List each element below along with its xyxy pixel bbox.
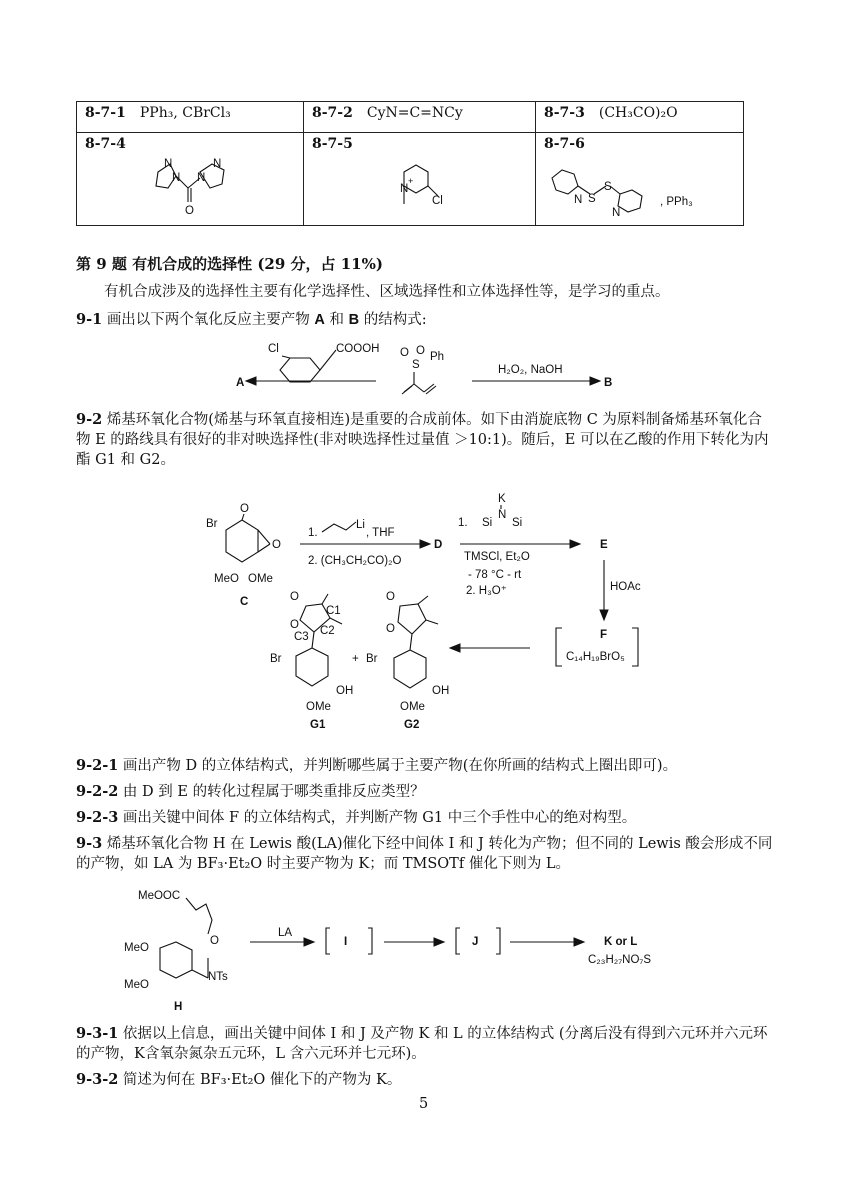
c-ome: OMe xyxy=(248,573,273,585)
question-label: 9-1 xyxy=(76,311,103,328)
cdi-n3: N xyxy=(197,172,206,184)
product-a-ref: A xyxy=(314,312,325,328)
question-line: 的产物，如 LA 为 BF₃·Et₂O 时主要产物为 K；而 TMSOTf 催化下则为 L。 xyxy=(76,856,571,872)
cell-label: 8-7-1 xyxy=(85,105,126,121)
g2-oh: OH xyxy=(432,685,450,697)
step1-li: Li xyxy=(356,519,365,531)
question-label: 9-3 xyxy=(76,835,103,852)
disulfide-s1: S xyxy=(588,193,596,205)
c-br: Br xyxy=(206,518,218,530)
cdi-structure xyxy=(156,158,224,217)
compound-e-label: E xyxy=(600,539,608,551)
hoac-label: HOAc xyxy=(610,581,641,593)
h-nts: NTs xyxy=(208,971,228,983)
product-a-label: A xyxy=(236,377,245,389)
products-kl-label: K or L xyxy=(604,936,638,948)
cell-label: 8-7-5 xyxy=(312,136,353,152)
h-meo2: MeO xyxy=(124,979,149,991)
step2-label: 1. xyxy=(458,517,468,529)
cdi-n4: N xyxy=(213,158,222,170)
g1-c1: C1 xyxy=(326,605,341,617)
reagent-b: H₂O₂, NaOH xyxy=(498,364,563,376)
question-9-2-1 xyxy=(76,756,677,776)
g2-br: Br xyxy=(366,653,378,665)
pyridinium-charge: + xyxy=(408,176,414,186)
compound-c-label: C xyxy=(240,596,249,608)
question-9-3-1 xyxy=(76,1024,768,1064)
cdi-o: O xyxy=(185,205,194,217)
h-epoxide-o: O xyxy=(210,935,219,947)
compound-d-label: D xyxy=(434,539,443,551)
question-line: 烯基环氧化合物(烯基与环氧直接相连)是重要的合成前体。如下由消旋底物 C 为原料制备烯基环氧化合 xyxy=(106,412,762,428)
cell-label: 8-7-3 xyxy=(544,105,585,121)
reagent-text: PPh₃, CBrCl₃ xyxy=(139,105,231,121)
question-line: 物 E 的路线具有很好的非对映选择性(非对映选择性过量值 ＞10:1)。随后，E 可以在乙酸的作用下转化为内 xyxy=(76,432,769,448)
g1-carbonyl-o: O xyxy=(290,591,299,603)
scheme-9-2 xyxy=(206,493,641,731)
cell-label: 8-7-6 xyxy=(544,136,585,152)
question-text-mid: 和 xyxy=(329,312,345,328)
question-text: 画出关键中间体 F 的立体结构式，并判断产物 G1 中三个手性中心的绝对构型。 xyxy=(122,810,637,826)
sulfone-o1: O xyxy=(400,347,409,359)
question-9-3 xyxy=(76,834,772,874)
disulfide-n2: N xyxy=(612,207,621,219)
sulfone-ph: Ph xyxy=(430,351,445,363)
intermediate-j-label: J xyxy=(472,936,479,948)
question-line: 酯 G1 和 G2。 xyxy=(76,452,175,468)
sulfone-s: S xyxy=(412,359,420,371)
question-label: 9-2-2 xyxy=(76,783,119,800)
cdi-n2: N xyxy=(172,172,181,184)
reagent-text: CyN=C=NCy xyxy=(366,105,463,121)
c-meo: MeO xyxy=(214,573,239,585)
dipyridyl-disulfide-structure xyxy=(552,170,693,219)
scheme-9-1 xyxy=(236,343,612,394)
section-intro: 有机合成涉及的选择性主要有化学选择性、区域选择性和立体选择性等，是学习的重点。 xyxy=(104,284,670,300)
question-9-2-2 xyxy=(76,782,425,802)
g2-label: G2 xyxy=(404,719,420,731)
question-text: 画出产物 D 的立体结构式，并判断哪些属于主要产物(在你所画的结构式上圈出即可)。 xyxy=(122,758,678,774)
step1-anhydride: 2. (CH₃CH₂CO)₂O xyxy=(308,555,402,567)
question-line: 的产物，K含氧杂氮杂五元环，L 含六元环并七元环)。 xyxy=(76,1046,426,1062)
question-label: 9-2-3 xyxy=(76,809,119,826)
step2-temp: - 78 °C - rt xyxy=(468,569,522,581)
question-line: 烯基环氧化合物 H 在 Lewis 酸(LA)催化下经中间体 I 和 J 转化为产物；但不同的 Lewis 酸会形成不同 xyxy=(106,836,773,852)
mcpba-cooooh: COOOH xyxy=(336,343,380,355)
question-label: 9-3-2 xyxy=(76,1071,119,1088)
h-meo1: MeO xyxy=(124,942,149,954)
question-text: 由 D 到 E 的转化过程属于哪类重排反应类型？ xyxy=(122,784,425,800)
khmds-si1: Si xyxy=(482,517,493,529)
f-formula: C₁₄H₁₉BrO₅ xyxy=(566,651,625,663)
khmds-n: N xyxy=(498,509,507,521)
step1-label: 1. xyxy=(308,527,318,539)
question-label: 9-3-1 xyxy=(76,1025,119,1042)
compound-f-label: F xyxy=(600,629,608,641)
mcpba-cl: Cl xyxy=(268,343,279,355)
g2-ome: OMe xyxy=(400,701,425,713)
page-number: 5 xyxy=(419,1096,429,1112)
question-9-2 xyxy=(76,410,768,470)
h-meooc: MeOOC xyxy=(138,890,181,902)
question-9-3-2 xyxy=(76,1070,401,1090)
g2-carbonyl-o: O xyxy=(386,591,395,603)
la-label: LA xyxy=(278,927,293,939)
disulfide-s2: S xyxy=(604,181,612,193)
section-title: 第 9 题 有机合成的选择性 (29 分，占 11%) xyxy=(76,255,383,273)
c-keto-o: O xyxy=(240,503,249,515)
pyridinium-structure xyxy=(400,165,443,207)
step2-h3o: 2. H₃O⁺ xyxy=(466,585,507,597)
g1-oh: OH xyxy=(336,685,354,697)
cell-label: 8-7-2 xyxy=(312,105,353,121)
sulfone-o2: O xyxy=(416,345,425,357)
product-b-label: B xyxy=(604,377,613,389)
question-label: 9-2 xyxy=(76,411,103,428)
g1-c3: C3 xyxy=(294,631,309,643)
khmds-si2: Si xyxy=(512,517,523,529)
question-line: 依据以上信息，画出关键中间体 I 和 J 及产物 K 和 L 的立体结构式 (分离后没有得到六元环并六元环 xyxy=(122,1026,768,1042)
question-9-2-3 xyxy=(76,808,636,828)
c-epox-o: O xyxy=(272,539,281,551)
question-text-end: 的结构式: xyxy=(363,312,427,328)
pyridinium-n: N xyxy=(400,183,409,195)
kl-formula: C₂₃H₂₇NO₇S xyxy=(588,954,652,966)
g1-label: G1 xyxy=(310,719,326,731)
question-text: 画出以下两个氧化反应主要产物 xyxy=(106,312,310,328)
intermediate-i-label: I xyxy=(344,936,348,948)
disulfide-n1: N xyxy=(574,194,583,206)
scheme-9-3 xyxy=(124,890,651,1013)
g1-ring-o: O xyxy=(290,619,299,631)
g1-ome: OMe xyxy=(306,701,331,713)
plus-sign: + xyxy=(352,653,359,665)
cell-label: 8-7-4 xyxy=(85,136,126,152)
question-text: 简述为何在 BF₃·Et₂O 催化下的产物为 K。 xyxy=(122,1072,402,1088)
question-label: 9-2-1 xyxy=(76,757,119,774)
disulfide-pph3: , PPh₃ xyxy=(660,196,693,208)
reagent-text: (CH₃CO)₂O xyxy=(598,105,678,121)
compound-h-label: H xyxy=(174,1001,183,1013)
khmds-k: K xyxy=(498,493,506,505)
step2-tmscl: TMSCl, Et₂O xyxy=(464,551,530,563)
g1-br: Br xyxy=(270,653,282,665)
product-b-ref: B xyxy=(348,312,360,328)
step1-thf: , THF xyxy=(366,527,395,539)
pyridinium-cl: Cl xyxy=(432,195,443,207)
cdi-n1: N xyxy=(164,158,173,170)
g2-ring-o: O xyxy=(386,623,395,635)
question-9-1 xyxy=(76,310,427,330)
g1-c2: C2 xyxy=(320,625,335,637)
